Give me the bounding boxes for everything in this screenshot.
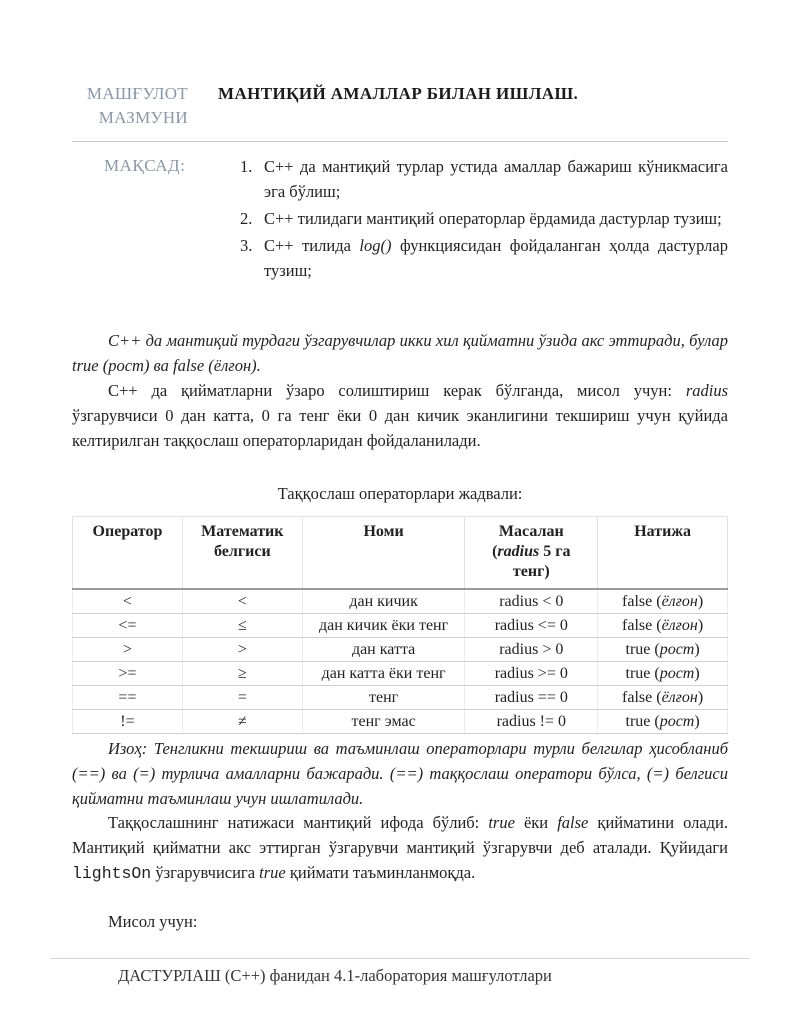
header-example-variable: radius	[497, 543, 540, 560]
goal-item	[240, 154, 728, 204]
p4-text-b: ёки	[514, 813, 558, 832]
header-result: Натижа	[598, 517, 728, 590]
p4-text-d: ўзгарувчисига	[151, 863, 260, 882]
p4-false: false	[557, 813, 589, 832]
goal-text-pre: C++ тилида	[264, 236, 360, 255]
header-math-line2: белгиси	[214, 543, 271, 560]
header-example-line3: тенг)	[512, 563, 550, 580]
cell-name: дан катта ёки тенг	[302, 662, 465, 686]
table-row	[73, 614, 728, 638]
cell-result	[598, 710, 728, 734]
goals-list	[240, 154, 728, 285]
intro-paragraph-1: C++ да мантиқий турдаги ўзгарувчилар икки хил қийматни ўзида акс эттиради, булар true (рост) ва false (ёлғон).	[72, 331, 728, 375]
header-example-line2: 5 га	[539, 543, 571, 560]
goal-item	[240, 233, 728, 283]
cell-operator: !=	[73, 710, 183, 734]
result-close: )	[697, 593, 704, 610]
cell-name: дан кичик ёки тенг	[302, 614, 465, 638]
result-close: )	[694, 713, 700, 730]
cell-result	[598, 614, 728, 638]
cell-math-symbol: =	[182, 686, 302, 710]
cell-math-symbol: ≠	[182, 710, 302, 734]
cell-name: тенг	[302, 686, 465, 710]
goal-function-name: log()	[359, 236, 392, 255]
session-content-label	[60, 82, 188, 130]
comparison-operators-table	[72, 516, 728, 734]
result-value: false (	[622, 617, 662, 634]
table-caption: Таққослаш операторлари жадвали:	[277, 484, 523, 503]
goals-label: МАҚСАД:	[104, 156, 186, 175]
intro-p2-end: ўзгарувчиси 0 дан катта, 0 га тенг ёки 0 дан кичик эканлигини текшириш учун қуйида келтирилган таққослаш операторларидан фойдаланилади.	[72, 406, 728, 450]
goal-number: 1.	[240, 157, 253, 176]
page-title: МАНТИҚИЙ АМАЛЛАР БИЛАН ИШЛАШ.	[218, 84, 579, 103]
cell-result	[598, 662, 728, 686]
p4-true: true	[488, 813, 515, 832]
table-header-row	[73, 517, 728, 590]
header-divider	[72, 141, 728, 142]
result-value: true (	[625, 641, 660, 658]
session-label-line2: МАЗМУНИ	[98, 108, 188, 127]
header-math-line1: Математик	[201, 523, 284, 540]
result-value: false (	[622, 593, 662, 610]
cell-math-symbol: ≥	[182, 662, 302, 686]
result-close: )	[694, 665, 700, 682]
page-footer: ДАСТУРЛАШ (C++) фанидан 4.1-лаборатория машғулотлари	[118, 966, 552, 985]
goal-text: C++ тилидаги мантиқий операторлар ёрдамида дастурлар тузиш;	[264, 209, 722, 228]
cell-name: дан катта	[302, 638, 465, 662]
cell-operator: <=	[73, 614, 183, 638]
p4-text-a: Таққослашнинг натижаси мантиқий ифода бўлиб:	[108, 813, 489, 832]
intro-p2-start: C++ да қийматларни ўзаро солиштириш керак бўлганда, мисол учун:	[108, 381, 686, 400]
table-row	[73, 638, 728, 662]
p4-true-2: true	[259, 863, 286, 882]
result-paragraph	[72, 810, 728, 886]
result-translation: рост	[659, 665, 695, 682]
cell-example: radius != 0	[465, 710, 598, 734]
header-math-symbol	[182, 517, 302, 590]
result-close: )	[694, 641, 700, 658]
cell-example: radius == 0	[465, 686, 598, 710]
cell-operator: >=	[73, 662, 183, 686]
header-operator: Оператор	[73, 517, 183, 590]
header-example-line1: Масалан	[498, 523, 564, 540]
cell-result	[598, 638, 728, 662]
cell-math-symbol: >	[182, 638, 302, 662]
table-row	[73, 589, 728, 614]
cell-example: radius >= 0	[465, 662, 598, 686]
cell-example: radius < 0	[465, 589, 598, 614]
cell-example: radius <= 0	[465, 614, 598, 638]
table-row	[73, 686, 728, 710]
goal-number: 2.	[240, 209, 253, 228]
p4-code-variable: lightsOn	[72, 864, 152, 883]
cell-math-symbol: <	[182, 589, 302, 614]
cell-name: дан кичик	[302, 589, 465, 614]
note-paragraph: Изоҳ: Тенгликни текшириш ва таъминлаш операторлари турли белгилар ҳисобланиб (==) ва (=) турлича амалларни бажаради. (==) таққослаш оператори бўлса, (=) белгиси қийматни таъминлаш учун ишлатилади.	[72, 739, 728, 808]
result-translation: рост	[659, 641, 695, 658]
cell-result	[598, 686, 728, 710]
table-row	[73, 710, 728, 734]
cell-name: тенг эмас	[302, 710, 465, 734]
cell-result	[598, 589, 728, 614]
header-name: Номи	[302, 517, 465, 590]
result-value: false (	[622, 689, 662, 706]
result-translation: ёлғон	[661, 617, 698, 634]
goal-text: C++ да мантиқий турлар устида амаллар бажариш кўникмасига эга бўлиш;	[264, 157, 728, 201]
header-example-paren: (	[492, 543, 498, 560]
header-example	[465, 517, 598, 590]
result-value: true (	[625, 713, 660, 730]
session-label-line1: МАШҒУЛОТ	[86, 84, 188, 103]
cell-example: radius > 0	[465, 638, 598, 662]
intro-p2-variable: radius	[685, 381, 728, 400]
p4-text-e: қиймати таъминланмоқда.	[285, 863, 476, 882]
footer-divider	[50, 958, 750, 959]
cell-math-symbol: ≤	[182, 614, 302, 638]
cell-operator: ==	[73, 686, 183, 710]
p4-text-c: қийматини олади. Мантиқий қийматни акс эттирган ўзгарувчи мантиқий ўзгарувчи деб аталади. Қуйидаги	[72, 813, 729, 857]
example-label: Мисол учун:	[108, 912, 198, 931]
result-value: true (	[625, 665, 660, 682]
result-translation: рост	[659, 713, 695, 730]
table-row	[73, 662, 728, 686]
result-close: )	[697, 689, 704, 706]
result-translation: ёлғон	[661, 593, 698, 610]
cell-operator: <	[73, 589, 183, 614]
intro-paragraph-2	[72, 378, 728, 453]
goal-item	[240, 206, 728, 231]
result-close: )	[697, 617, 704, 634]
goal-number: 3.	[240, 236, 253, 255]
goal-text-post: функциясидан фойдаланган ҳолда дастурлар тузиш;	[264, 236, 728, 280]
result-translation: ёлғон	[661, 689, 698, 706]
cell-operator: >	[73, 638, 183, 662]
